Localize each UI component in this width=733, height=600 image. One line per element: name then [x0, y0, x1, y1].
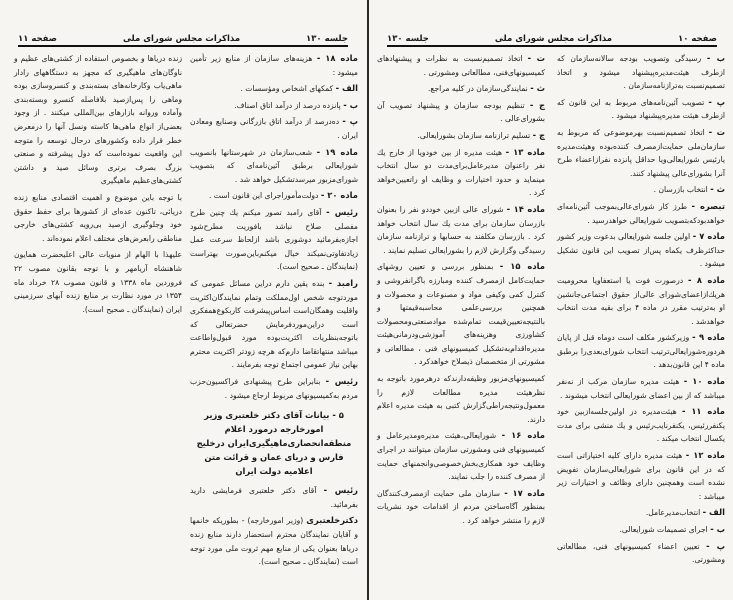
article-label: رامبد - [328, 277, 358, 288]
paragraph [190, 484, 358, 511]
paragraph-text: تعیین اعضاء کمیسیونهای فنی، مطالعاتی ومشورتی. [557, 541, 725, 565]
article-label: ت - [708, 126, 725, 137]
paragraph [190, 115, 358, 142]
paragraph-text: (وزیر امورخارجه) - بطوریکه خانمها و آقایان نمایندگان محترم استحضار دارند منابع زنده دریاها بعنوان یکی از منابع مهم ثروت ملی مورد توجه است (نمایندگان ـ صحیح است). [190, 516, 358, 567]
paragraph [377, 429, 545, 483]
paragraph [557, 52, 725, 93]
running-title: مذاکرات مجلس شورای ملی [122, 34, 241, 44]
paragraph [557, 230, 725, 271]
article-label: ماده ۲۰ - [320, 190, 358, 201]
paragraph [190, 277, 358, 372]
paragraph-text: اجرای تصمیمات شورایعالی. [619, 525, 708, 534]
article-label: ماده ۱۲ - [685, 450, 725, 461]
paragraph-text: تسلیم ترازنامه سازمان بشورایعالی. [417, 130, 531, 140]
paragraph [557, 523, 725, 537]
article-label: ماده ۱۷ - [504, 487, 545, 498]
paragraph-text: نمایندگی‌سازمان در کلیه مراجع. [428, 84, 528, 94]
article-label: پ - [706, 540, 725, 551]
section-heading: ۵ - بیانات آقای دکتر خلعتبری وزیر امورخارجه درمورد اعلام منطقه‌انحصاری‌ماهیگیری‌ایران درخلیج فارس و دریای عمان و قرائت متن اعلامیه دولت ایران [196, 410, 352, 477]
running-title: مذاکرات مجلس شورای ملی [494, 34, 613, 44]
paragraph-text: دولت‌مأموراجرای این قانون است . [208, 191, 319, 201]
paragraph-text: طرز کار شورای‌عالی‌بموجب آئین‌نامه‌ای خواهدبودکه‌بتصویب شورایعالی خواهدرسید . [557, 201, 725, 225]
text-column-left [14, 52, 182, 319]
paragraph-text: شورای عالی ازبین خوددو نفر را بعنوان بازرسان سازمان برای مدت یك سال انتخاب خواهد کرد . بازرسان مکلفند به حسابها و ترازنامه سازمان رسیدگی وگزارش لازم را بشورایعالی تسلیم نمایند . [377, 204, 545, 255]
paragraph-text: شعب‌سازمان در شهرستانها بانصویب شورایعالی برطبق آئین‌نامه‌ای که بتصویب شورای‌مزبور میرسدتشکیل خواهد شد . [190, 147, 358, 184]
article-label: ماده ۱۳ - [505, 146, 545, 157]
paragraph [377, 52, 545, 79]
paragraph [557, 540, 725, 567]
text-column-left [377, 52, 545, 531]
paragraph-text: تصویب آئین‌نامه‌های مربوط به این قانون که ازطرف هیئت مدیره‌پیشنهاد میشود . [557, 97, 725, 121]
article-label: رئیس - [325, 376, 358, 387]
paragraph [377, 99, 545, 126]
paragraph [557, 96, 725, 123]
paragraph [190, 99, 358, 113]
article-label: ماده ۹ - [692, 332, 725, 343]
paragraph-text: آقای دکتر خلعتبری فرمایشی دارید بفرمائید. [190, 486, 358, 509]
paragraph-text: هزینه‌های سازمان از منابع زیر تأمین میشود : [190, 54, 358, 77]
paragraph-text: بنابراین طرح پیشنهادی فراکسیون‌حزب مردم به‌کمیسیونهای مربوط ارجاع میشود . [190, 377, 358, 400]
paragraph [377, 146, 545, 200]
paragraph [557, 274, 725, 328]
paragraph [14, 52, 182, 188]
article-label: ب - [706, 53, 725, 63]
session-number: جلسه ۱۳۰ [306, 34, 348, 44]
article-label: ماده ۱۵ - [499, 261, 545, 272]
paragraph [377, 487, 545, 528]
article-label: ت - [527, 53, 546, 63]
article-label: ماده ۱۱ - [681, 406, 725, 417]
article-label: ج - [529, 99, 545, 110]
article-label: ب - [710, 524, 725, 534]
paragraph [557, 200, 725, 227]
paragraph-text: علیهذا با الهام از منویات عالی اعلیحضرت همایون شاهنشاه آریامهر و با توجه بقانون مصوب ۲۲ فروردین ماه ۱۳۳۸ و قانون مصوب ۲۸ خرداد ماه ۱۳۵۴ در مورد نظارت بر منابع زنده آبهای سرزمینی ایران (نمایندگان ـ صحیح است). [14, 250, 182, 314]
paragraph-text: اتخاذ تصمیم‌نسبت بهرموضوعی که مربوط به سازمان‌ملی حمایت‌ازمصرف کننده‌بوده وهیئت‌مدیره یارئیس شورایعالی‌ویا حداقل پانزده نفرازاعضاء طرح آنرا بشورای‌عالی پیشنهاد کنند. [557, 127, 725, 178]
paragraph-text: با توجه باین موضوع و اهمیت اقتصادی منابع زنده دریائی، تاکنون عده‌ای از کشورها برای حفظ حقوق خود وجلوگیری ازصید بی‌رویه کشتی‌های خارجی مناطقی رابعرض‌های مختلف اعلام نموده‌اند . [14, 192, 182, 243]
session-number: جلسه ۱۳۰ [387, 34, 429, 44]
article-label: چ - [532, 129, 545, 140]
article-label: رئیس - [326, 206, 358, 217]
paragraph-text: پانزده درصد از درآمد اتاق اصناف. [234, 100, 341, 110]
paragraph-text: سازمان ملی حمایت ازمصرف‌کنندگان بمنظور آگاه‌ساختن مردم از اقدامات خود نشریات لازم را منتشر خواهد کرد . [377, 488, 545, 525]
paragraph [190, 52, 358, 79]
article-label: الف - [702, 507, 725, 518]
page-number: صفحه ۱۱ [18, 34, 57, 44]
article-label: ماده ۱۰ - [683, 376, 725, 387]
paragraph-text: اولین جلسه شورایعالی بدعوت وزیر کشور حداکثرظرف یکماه پس‌از تصویب این قانون تشکیل میشود . [557, 232, 725, 269]
paragraph [14, 191, 182, 245]
paragraph [377, 260, 545, 369]
paragraph-text: هیئت‌مدیره در اولین‌جلسه‌ازبین خود یکنفررئیس، یکنفرنایب‌رئیس و یك منشی برای مدت یکسال انتخاب میکند . [557, 407, 725, 444]
right-page [367, 0, 733, 600]
text-column-right [557, 52, 725, 570]
article-label: ث - [530, 83, 545, 94]
article-label: ماده ۱۴ - [506, 203, 545, 214]
paragraph [557, 405, 725, 446]
article-label: ماده ۱۹ - [316, 146, 358, 157]
paragraph [557, 506, 725, 520]
page-header [387, 30, 717, 47]
paragraph-text: آقای رامبد تصور میکنم یك چنین طرح مفصلی صلاح نباشد بافوریت مطرح‌شود اجازه‌بفرمائید دوشوری باشد ازلحاظ سرعت عمل زیادتفاوتی‌نمیکند خیال میکنم‌باین‌صورت بهتراست (نمایندگان ـ صحیح است). [190, 207, 358, 272]
left-page [0, 0, 366, 600]
page-number: صفحه ۱۰ [678, 34, 717, 44]
paragraph [190, 375, 358, 402]
paragraph-text: رسیدگی وتصویب بودجه سالانه‌سازمان که ازطرف هیئت‌مدیره‌پیشنهاد میشود و اتخاذ تصمیم‌نسبت به‌ترازنامه‌سازمان . [557, 54, 725, 91]
paragraph-text: کمیسیونهای‌مزبور وظیفه‌دارندکه درهرمورد باتوجه به نظرهیئت مدیره مطالعات لازم را معمول‌ونتیجه‌را‌طی‌گزارش کتبی به هیئت مدیره اعلام دارند. [377, 374, 545, 424]
article-label: پ - [708, 96, 726, 107]
paragraph [190, 206, 358, 274]
article-label: ب - [343, 99, 358, 110]
paragraph-text: کمکهای اشخاص ومؤسسات . [240, 84, 334, 94]
paragraph [377, 82, 545, 96]
paragraph-text: اتخاذ تصمیم‌نسبت به نظرات و پیشنهادهای کمیسیونهای‌فنی، مطالعاتی ومشورتی . [377, 54, 545, 77]
article-label: ماده ۱۸ - [316, 53, 358, 63]
text-column-right [190, 52, 358, 572]
paragraph [557, 183, 725, 197]
article-label: ماده ۱۶ - [501, 430, 545, 441]
paragraph-text: شورایعالی،هیئت مدیره‌ومدیرعامل و کمیسیونهای فنی ومشورتی سازمان میتوانند در اجرای وظایف خود همکاری‌بخش‌خصوصی‌وانجمنهای حمایت از مصرف کننده را جلب نمایند. [377, 431, 545, 482]
article-label: تبصره - [691, 200, 725, 211]
paragraph [557, 126, 725, 180]
paragraph-text: زنده دریاها و بخصوص استفاده از کشتی‌های عظیم و ناوگان‌های ماهیگیری که مجهز به دستگاههای رادار ماهی‌یاب وکارخانه‌های بسته‌بندی و کنسروسازی بوده وماهی را پس‌ازصید بلافاصله کنسرو وبسته‌بندی وآماده وروانه بازارهای بین‌المللی میکنند . از وجود بعضی‌از انواع ماهی‌ها کاسته ونسل آنها را درمعرض خطر قرار داده وکشورهای درحال توسعه را متوجه این واقعیت نموده‌است که دول پیشرفته و صنعتی بزرگ بصرف برتری وسائل صید و داشتن کشتی‌های‌عظیم ماهیگیری [14, 54, 182, 186]
paragraph-text: هیئت مدیره از بین خودویا از خارج یك نفر راعنوان مدیرعامل‌برای‌مدت دو سال انتخاب مینماید و حدود اختیارات و وظایف او راتعیین‌خواهد کرد . [377, 147, 545, 198]
paragraph-text: بنده یقین دارم دراین مسائل عمومی که موردتوجه شخص اول‌مملکت وتمام نمایندگان‌اکثریت واقلیت وهمگان‌است اساس‌پیشرفت کاربکوع‌همفکری است دراین‌موردفرمایش حضرتعالی که باتوجه‌بنظریات اکثریت‌بوده مورد قبول‌واطاعت میباشد منتهاتقاضا دارم‌که هرچه زودتر اکثریت محترم بهاین نیاز عمومی اجتماع توجه بفرمایند . [190, 278, 358, 370]
article-label: پ - [342, 116, 358, 127]
paragraph-text: هیئت مدیره سازمان مرکب از نه‌نفر میباشد که از بین اعضای شورایعالی انتخاب میشوند . [557, 377, 725, 400]
article-label: ماده ۷ - [692, 231, 725, 242]
article-label: الف - [335, 83, 358, 94]
paragraph [190, 189, 358, 203]
paragraph [557, 449, 725, 503]
paragraph [377, 203, 545, 257]
paragraph [377, 372, 545, 426]
paragraph [14, 248, 182, 316]
paragraph [190, 146, 358, 187]
page-header [18, 30, 348, 47]
paragraph-text: درصورت فوت یا استعفاویا محرومیت هریك‌ازاعضای‌شورای عالی‌از حقوق اجتماعی‌جانشین او به‌ترتیب مقرر در ماده ۴ برای بقیه مدت انتخاب خواهدشد . [557, 275, 725, 326]
paragraph-text: وزیرکشور مکلف است دوماه قبل از پایان هردوره‌شورایعالی‌ترتیب انتخاب شورای‌بعدی‌را برطبق ماده ۴ این قانون‌بدهد . [557, 333, 725, 370]
paragraph-text: تنظیم بودجه سازمان و پیشنهاد تصویب آن بشورای‌عالی . [377, 100, 545, 124]
paragraph-text: بمنظور بررسی و تعیین روشهای حمایت‌کامل ازمصرف کننده ومبارزه باگرانفروشی و کنترل کمی وکیفی مواد و مصنوعات و محصولات و همچنین بررسی‌علمی محاسبه‌قیمتها و بالنتیجه‌تعیین‌قیمت تمام‌شده موادصنعتی‌ومحصولات کشاورزی وهزینه‌های آموزشی‌ودرمانی‌هیئت مدیره‌اقدام‌به‌تشکیل کمیسیونهای فنی ، مطالعاتی و مشورتی از متخصصان ذیصلاح خواهدکرد . [377, 262, 545, 367]
paragraph-text: هیئت مدیره دارای کلیه اختیاراتی است که در این قانون برای شورایعالی‌سازمان تفویض نشده است وهمچنین دارای وظائف و اختیارات زیر میباشد : [557, 451, 725, 501]
article-label: دکترخلعتبری [306, 515, 358, 526]
paragraph [557, 331, 725, 372]
paragraph [190, 514, 358, 568]
article-label: ماده ۸ - [688, 274, 725, 285]
article-label: رئیس - [323, 485, 358, 496]
paragraph-text: انتخاب بازرسان . [653, 185, 708, 195]
paragraph [377, 129, 545, 143]
paragraph-text: ده‌درصد از درآمد اتاق بازرگانی وصنایع ومعادن ایران . [190, 117, 358, 140]
article-label: ث - [710, 184, 725, 195]
paragraph-text: انتخاب‌مدیرعامل. [645, 508, 701, 518]
paragraph [557, 375, 725, 402]
paragraph [190, 82, 358, 96]
